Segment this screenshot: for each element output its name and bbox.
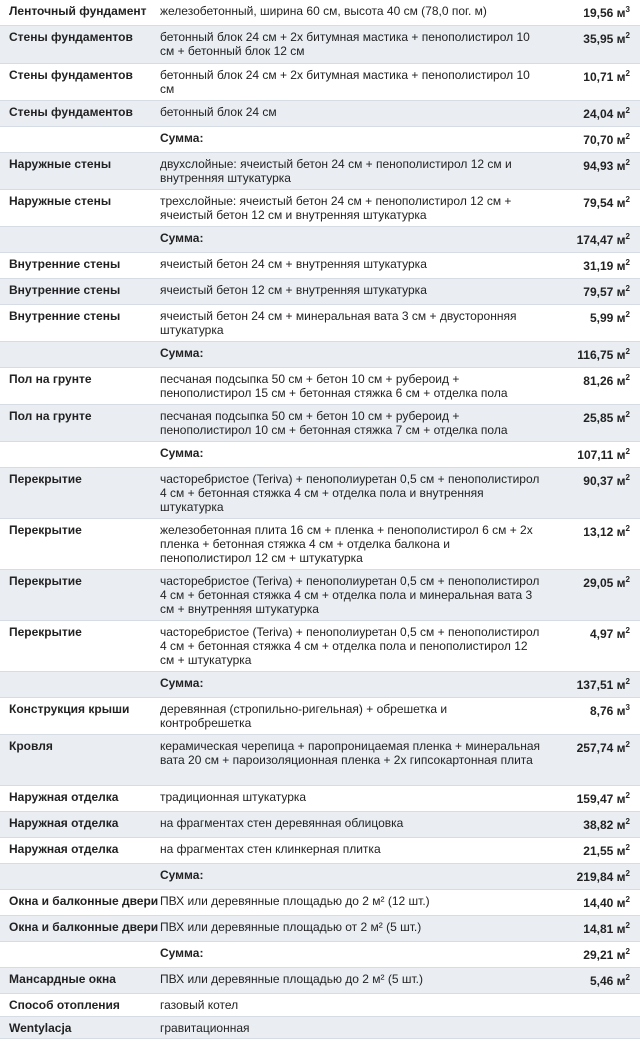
row-name: Стены фундаментов <box>9 68 133 82</box>
value-number: 25,85 <box>583 411 614 425</box>
value-exponent: 2 <box>625 626 630 635</box>
row-description: двухслойные: ячеистый бетон 24 см + пенополистирол 12 см и внутренняя штукатурка <box>160 157 512 185</box>
value-number: 38,82 <box>583 818 614 832</box>
table-row <box>0 994 640 1017</box>
value-exponent: 2 <box>625 791 630 800</box>
value-number: 174,47 <box>576 233 614 247</box>
row-description: ПВХ или деревянные площадью от 2 м² (5 шт.) <box>160 920 422 934</box>
value-exponent: 2 <box>625 921 630 930</box>
row-name: Пол на грунте <box>9 409 92 423</box>
value-number: 21,55 <box>583 844 614 858</box>
row-name: Внутренние стены <box>9 257 121 271</box>
sum-label: Сумма: <box>160 346 204 360</box>
row-value <box>583 32 630 46</box>
row-name: Кровля <box>9 739 53 753</box>
row-description: железобетонный, ширина 60 см, высота 40 см (78,0 пог. м) <box>160 4 487 18</box>
table-row <box>0 838 640 864</box>
value-exponent: 2 <box>625 232 630 241</box>
value-number: 35,95 <box>583 32 614 46</box>
sum-value <box>577 348 630 362</box>
table-row <box>0 570 640 621</box>
row-name: Ленточный фундамент <box>9 4 147 18</box>
row-name: Наружная отделка <box>9 790 119 804</box>
sum-label: Сумма: <box>160 231 204 245</box>
value-exponent: 2 <box>625 677 630 686</box>
value-exponent: 2 <box>625 575 630 584</box>
value-number: 257,74 <box>576 741 614 755</box>
value-unit: м <box>616 311 626 325</box>
value-number: 116,75 <box>577 348 614 362</box>
row-description: ячеистый бетон 12 см + внутренняя штукатурка <box>160 283 427 297</box>
value-exponent: 2 <box>625 132 630 141</box>
value-exponent: 2 <box>625 195 630 204</box>
row-value <box>583 411 630 425</box>
row-value <box>583 259 630 273</box>
value-unit: м <box>616 792 626 806</box>
table-row <box>0 64 640 101</box>
value-exponent: 2 <box>625 410 630 419</box>
row-description: ячеистый бетон 24 см + внутренняя штукатурка <box>160 257 427 271</box>
value-number: 90,37 <box>583 474 614 488</box>
row-description: бетонный блок 24 см + 2х битумная мастика + пенополистирол 10 см <box>160 68 530 96</box>
value-number: 31,19 <box>583 259 614 273</box>
value-number: 8,76 <box>589 704 614 718</box>
value-exponent: 2 <box>625 106 630 115</box>
value-unit: м <box>616 448 626 462</box>
value-unit: м <box>616 159 626 173</box>
row-name: Окна и балконные двери <box>9 920 159 934</box>
sum-label: Сумма: <box>160 446 204 460</box>
sum-label: Сумма: <box>160 868 204 882</box>
row-value <box>583 159 630 173</box>
value-unit: м <box>616 844 626 858</box>
value-number: 79,54 <box>583 196 614 210</box>
row-description: традиционная штукатурка <box>160 790 307 804</box>
sum-value <box>583 948 630 962</box>
value-number: 137,51 <box>576 678 614 692</box>
sum-value <box>577 448 630 462</box>
value-number: 159,47 <box>576 792 614 806</box>
table-row <box>0 279 640 305</box>
value-number: 70,70 <box>583 133 614 147</box>
row-value <box>583 196 630 210</box>
sum-row <box>0 342 640 368</box>
value-unit: м <box>616 896 626 910</box>
value-unit: м <box>616 133 626 147</box>
table-row <box>0 786 640 812</box>
row-name: Перекрытие <box>9 574 82 588</box>
row-value <box>590 704 630 718</box>
row-value <box>583 818 630 832</box>
row-value <box>583 922 630 936</box>
row-value <box>583 107 630 121</box>
row-description: на фрагментах стен деревянная облицовка <box>160 816 404 830</box>
value-number: 81,26 <box>583 374 614 388</box>
sum-label: Сумма: <box>160 676 204 690</box>
value-exponent: 2 <box>625 895 630 904</box>
row-value <box>590 627 630 641</box>
row-name: Перекрытие <box>9 472 82 486</box>
value-number: 14,40 <box>583 896 614 910</box>
row-description: ПВХ или деревянные площадью до 2 м² (5 шт.) <box>160 972 423 986</box>
value-number: 24,04 <box>583 107 614 121</box>
value-unit: м <box>616 374 626 388</box>
table-row <box>0 519 640 570</box>
value-number: 29,05 <box>583 576 614 590</box>
value-number: 219,84 <box>576 870 614 884</box>
value-exponent: 2 <box>625 817 630 826</box>
value-unit: м <box>616 6 626 20</box>
row-value <box>590 311 630 325</box>
value-exponent: 2 <box>625 740 630 749</box>
row-name: Мансардные окна <box>9 972 116 986</box>
value-unit: м <box>616 70 626 84</box>
row-value <box>583 374 630 388</box>
row-value <box>583 896 630 910</box>
table-row <box>0 190 640 227</box>
value-exponent: 2 <box>625 69 630 78</box>
sum-value <box>583 133 630 147</box>
sum-value <box>577 678 630 692</box>
row-name: Наружные стены <box>9 194 112 208</box>
row-description: часторебристое (Teriva) + пенополиуретан 0,5 см + пенополистирол 4 см + бетонная стяжка 4 см + отделка пола и пенополистирол 12 см + штукатурка <box>160 625 540 667</box>
row-description: часторебристое (Teriva) + пенополиуретан 0,5 см + пенополистирол 4 см + бетонная стяжка 4 см + отделка пола и внутренняя штукатурка <box>160 472 540 514</box>
value-number: 94,93 <box>583 159 614 173</box>
row-description: на фрагментах стен клинкерная плитка <box>160 842 381 856</box>
table-row <box>0 735 640 786</box>
value-exponent: 2 <box>625 158 630 167</box>
sum-label: Сумма: <box>160 946 204 960</box>
row-value <box>577 792 630 806</box>
value-unit: м <box>616 107 626 121</box>
row-name: Окна и балконные двери <box>9 894 159 908</box>
value-unit: м <box>616 948 626 962</box>
value-exponent: 2 <box>625 258 630 267</box>
value-exponent: 2 <box>625 310 630 319</box>
row-name: Стены фундаментов <box>9 30 133 44</box>
value-number: 107,11 <box>577 448 614 462</box>
table-row <box>0 468 640 519</box>
sum-value <box>577 870 630 884</box>
value-exponent: 3 <box>625 703 630 712</box>
row-description: железобетонная плита 16 см + пленка + пенополистирол 6 см + 2х пленка + бетонная стяжка 4 см + отделка балкона и пенополистирол 12 см + штукатурка <box>160 523 533 565</box>
value-exponent: 2 <box>625 284 630 293</box>
value-number: 29,21 <box>583 948 614 962</box>
value-exponent: 2 <box>625 843 630 852</box>
row-name: Наружные стены <box>9 157 112 171</box>
value-unit: м <box>616 285 626 299</box>
sum-row <box>0 672 640 698</box>
row-value <box>583 474 630 488</box>
table-row <box>0 890 640 916</box>
value-exponent: 2 <box>625 373 630 382</box>
value-exponent: 2 <box>625 447 630 456</box>
value-unit: м <box>616 348 626 362</box>
value-number: 19,56 <box>583 6 614 20</box>
row-value <box>577 741 630 755</box>
row-value <box>583 70 630 84</box>
value-unit: м <box>616 233 626 247</box>
row-value <box>583 844 630 858</box>
value-unit: м <box>616 627 626 641</box>
row-name: Перекрытие <box>9 625 82 639</box>
value-unit: м <box>616 818 626 832</box>
row-name: Конструкция крыши <box>9 702 130 716</box>
row-name: Наружная отделка <box>9 842 119 856</box>
value-number: 14,81 <box>583 922 614 936</box>
table-row <box>0 916 640 942</box>
value-exponent: 3 <box>625 5 630 14</box>
value-number: 10,71 <box>583 70 614 84</box>
sum-row <box>0 442 640 468</box>
row-description: трехслойные: ячеистый бетон 24 см + пенополистирол 12 см + ячеистый бетон 12 см и внутренняя штукатурка <box>160 194 512 222</box>
value-unit: м <box>616 870 626 884</box>
value-unit: м <box>616 525 626 539</box>
row-value <box>583 576 630 590</box>
row-description: газовый котел <box>160 998 239 1012</box>
row-description: гравитационная <box>160 1021 250 1035</box>
sum-value <box>577 233 630 247</box>
row-name: Пол на грунте <box>9 372 92 386</box>
sum-row <box>0 942 640 968</box>
sum-row <box>0 864 640 890</box>
row-value <box>583 6 630 20</box>
value-exponent: 2 <box>625 473 630 482</box>
table-row <box>0 405 640 442</box>
row-description: керамическая черепица + паропроницаемая пленка + минеральная вата 20 см + пароизоляционная пленка + 2х гипсокартонная плита <box>160 739 540 767</box>
row-name: Перекрытие <box>9 523 82 537</box>
value-number: 5,99 <box>589 311 614 325</box>
table-row <box>0 305 640 342</box>
table-row <box>0 26 640 64</box>
value-unit: м <box>616 974 626 988</box>
value-unit: м <box>616 741 626 755</box>
value-unit: м <box>616 259 626 273</box>
value-unit: м <box>616 32 626 46</box>
row-description: часторебристое (Teriva) + пенополиуретан 0,5 см + пенополистирол 4 см + бетонная стяжка 4 см + отделка пола и минеральная вата 3 см + внутренняя штукатурка <box>160 574 540 616</box>
value-exponent: 2 <box>625 869 630 878</box>
row-description: бетонный блок 24 см + 2х битумная мастика + пенополистирол 10 см + бетонный блок 12 см <box>160 30 530 58</box>
value-exponent: 2 <box>625 524 630 533</box>
row-name: Стены фундаментов <box>9 105 133 119</box>
table-row <box>0 621 640 672</box>
row-value <box>583 525 630 539</box>
row-description: бетонный блок 24 см <box>160 105 277 119</box>
table-row <box>0 253 640 279</box>
value-unit: м <box>616 922 626 936</box>
table-row <box>0 101 640 127</box>
value-unit: м <box>616 474 626 488</box>
row-name: Внутренние стены <box>9 283 121 297</box>
table-row <box>0 0 640 26</box>
table-row <box>0 1017 640 1039</box>
value-number: 4,97 <box>589 627 614 641</box>
value-exponent: 2 <box>625 31 630 40</box>
row-value <box>583 285 630 299</box>
value-unit: м <box>616 196 626 210</box>
sum-row <box>0 127 640 153</box>
table-row <box>0 368 640 405</box>
value-unit: м <box>616 704 626 718</box>
row-description: деревянная (стропильно-ригельная) + обрешетка и контробрешетка <box>160 702 448 730</box>
row-description: песчаная подсыпка 50 см + бетон 10 см + рубероид + пенополистирол 15 см + бетонная стяжка 6 см + отделка пола <box>160 372 508 400</box>
value-exponent: 2 <box>625 973 630 982</box>
value-unit: м <box>616 678 626 692</box>
value-number: 79,57 <box>583 285 614 299</box>
row-description: ячеистый бетон 24 см + минеральная вата 3 см + двусторонняя штукатурка <box>160 309 517 337</box>
sum-row <box>0 227 640 253</box>
value-unit: м <box>616 411 626 425</box>
row-description: ПВХ или деревянные площадью до 2 м² (12 шт.) <box>160 894 430 908</box>
value-exponent: 2 <box>625 947 630 956</box>
sum-label: Сумма: <box>160 131 204 145</box>
table-row <box>0 153 640 190</box>
value-number: 13,12 <box>583 525 614 539</box>
row-name: Wentylacja <box>9 1021 72 1035</box>
table-row <box>0 812 640 838</box>
row-value <box>590 974 630 988</box>
value-number: 5,46 <box>589 974 614 988</box>
row-name: Внутренние стены <box>9 309 121 323</box>
value-exponent: 2 <box>625 347 630 356</box>
table-row <box>0 968 640 994</box>
value-unit: м <box>616 576 626 590</box>
row-name: Способ отопления <box>9 998 120 1012</box>
row-name: Наружная отделка <box>9 816 119 830</box>
table-row <box>0 698 640 735</box>
row-description: песчаная подсыпка 50 см + бетон 10 см + рубероид + пенополистирол 10 см + бетонная стяжка 7 см + отделка пола <box>160 409 508 437</box>
